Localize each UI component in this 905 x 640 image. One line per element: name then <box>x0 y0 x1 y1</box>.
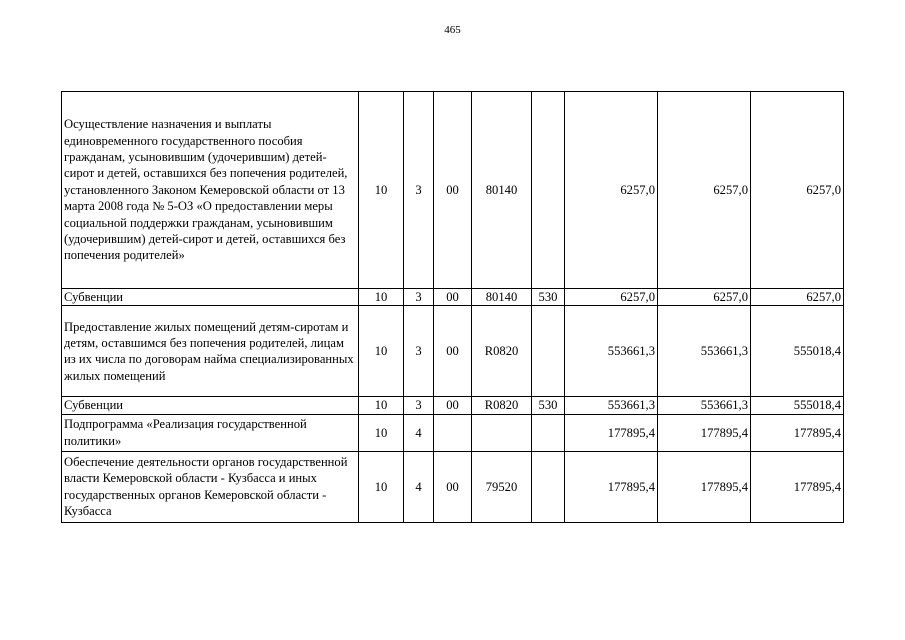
subsection-code: 3 <box>404 289 434 306</box>
table-row <box>62 414 844 451</box>
subsection-code: 3 <box>404 306 434 397</box>
target-code <box>472 414 532 451</box>
section-code: 10 <box>359 451 404 522</box>
amount-year-3: 177895,4 <box>751 414 844 451</box>
amount-year-2: 177895,4 <box>658 451 751 522</box>
expense-type-code: 530 <box>532 397 565 414</box>
amount-year-1: 553661,3 <box>565 397 658 414</box>
program-code: 00 <box>434 92 472 289</box>
amount-year-1: 553661,3 <box>565 306 658 397</box>
section-code: 10 <box>359 306 404 397</box>
subsection-code: 4 <box>404 451 434 522</box>
amount-year-1: 6257,0 <box>565 92 658 289</box>
amount-year-3: 555018,4 <box>751 306 844 397</box>
amount-year-3: 555018,4 <box>751 397 844 414</box>
table-row <box>62 451 844 522</box>
amount-year-3: 6257,0 <box>751 289 844 306</box>
row-name: Осуществление назначения и выплаты единовременного государственного пособия гражданам, усыновившим (удочерившим) детей-сирот и детей, оставшихся без попечения родителей, установленного Законом Кемеровской области от 13 марта 2008 года № 5-ОЗ «О предоставлении меры социальной поддержки гражданам, усыновившим (удочерившим) детей-сирот и детей, оставшихся без попечения родителей» <box>62 92 359 289</box>
program-code: 00 <box>434 306 472 397</box>
row-name: Обеспечение деятельности органов государственной власти Кемеровской области - Кузбасса и иных государственных органов Кемеровской области - Кузбасса <box>62 451 359 522</box>
amount-year-3: 6257,0 <box>751 92 844 289</box>
expense-type-code <box>532 306 565 397</box>
section-code: 10 <box>359 397 404 414</box>
amount-year-1: 6257,0 <box>565 289 658 306</box>
amount-year-2: 553661,3 <box>658 306 751 397</box>
subsection-code: 3 <box>404 92 434 289</box>
target-code: R0820 <box>472 397 532 414</box>
row-name: Подпрограмма «Реализация государственной политики» <box>62 414 359 451</box>
section-code: 10 <box>359 92 404 289</box>
table-row <box>62 306 844 397</box>
table-row <box>62 92 844 289</box>
table-row <box>62 289 844 306</box>
subsection-code: 4 <box>404 414 434 451</box>
program-code <box>434 414 472 451</box>
subsection-code: 3 <box>404 397 434 414</box>
row-name: Предоставление жилых помещений детям-сиротам и детям, оставшимся без попечения родителей, лицам из их числа по договорам найма специализированных жилых помещений <box>62 306 359 397</box>
program-code: 00 <box>434 451 472 522</box>
expense-type-code: 530 <box>532 289 565 306</box>
amount-year-2: 177895,4 <box>658 414 751 451</box>
amount-year-2: 6257,0 <box>658 92 751 289</box>
amount-year-1: 177895,4 <box>565 414 658 451</box>
budget-table <box>61 91 844 523</box>
expense-type-code <box>532 414 565 451</box>
program-code: 00 <box>434 397 472 414</box>
amount-year-2: 6257,0 <box>658 289 751 306</box>
page-number: 465 <box>444 24 461 36</box>
target-code: 80140 <box>472 92 532 289</box>
expense-type-code <box>532 92 565 289</box>
table-row <box>62 397 844 414</box>
section-code: 10 <box>359 414 404 451</box>
amount-year-1: 177895,4 <box>565 451 658 522</box>
target-code: R0820 <box>472 306 532 397</box>
row-name: Субвенции <box>62 289 359 306</box>
program-code: 00 <box>434 289 472 306</box>
row-name: Субвенции <box>62 397 359 414</box>
target-code: 80140 <box>472 289 532 306</box>
amount-year-3: 177895,4 <box>751 451 844 522</box>
section-code: 10 <box>359 289 404 306</box>
amount-year-2: 553661,3 <box>658 397 751 414</box>
expense-type-code <box>532 451 565 522</box>
target-code: 79520 <box>472 451 532 522</box>
